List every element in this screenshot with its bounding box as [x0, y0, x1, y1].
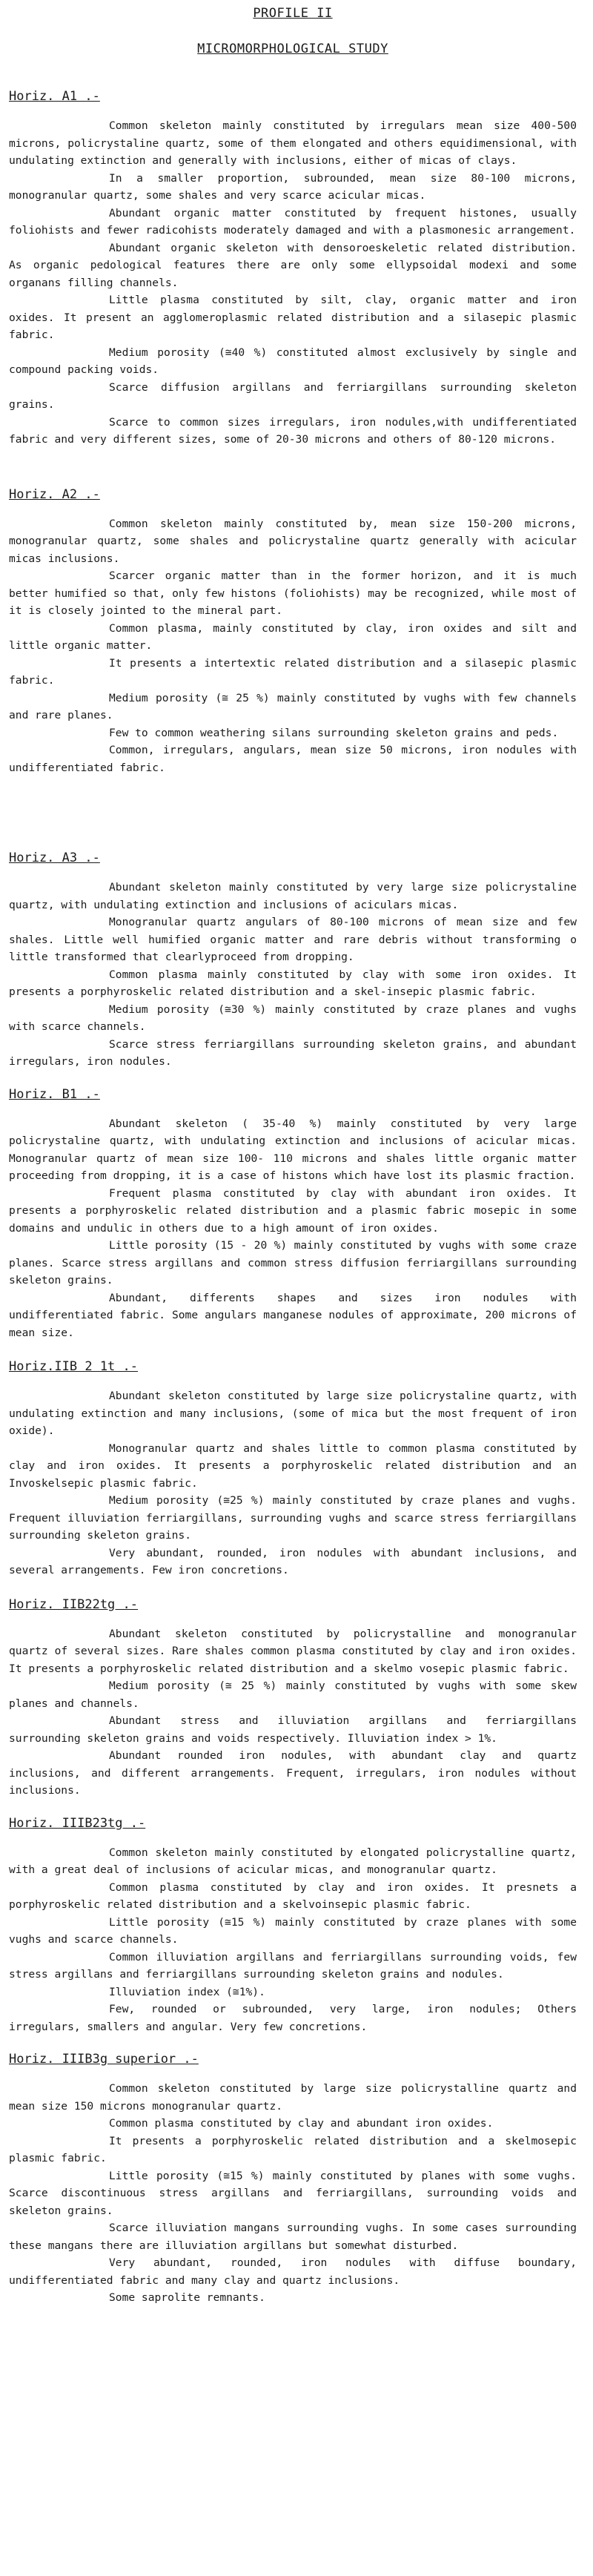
horizon-iiib3g-superior-title: Horiz. IIIB3g superior .- [9, 2052, 199, 2067]
paragraph: Common plasma, mainly constituted by clay, iron oxides and silt and little organic matter. [9, 621, 577, 652]
paragraph: Abundant organic matter constituted by frequent histones, usually foliohists and fewer radicohists moderately damaged and with a plasmonesic arrangement. [9, 206, 577, 237]
paragraph: Common skeleton mainly constituted by irregulars mean size 400-500 microns, policrystaline quartz, some of them elongated and others equidimensional, with undulating extinction and generally with inclusions, either of micas of clays. [9, 119, 577, 167]
document-header [9, 6, 577, 56]
paragraph: Abundant skeleton ( 35-40 %) mainly constituted by very large policrystaline quartz, with undulating extinction and inclusions of acicular micas. Monogranular quartz of mean size 100- 110 microns and shales little organic matter proceeding from dropping, it is a case of histons which have lost its plasmic fraction. [9, 1117, 577, 1182]
paragraph: Little plasma constituted by silt, clay, organic matter and iron oxides. It present an agglomeroplasmic related distribution and a silasepic plasmic fabric. [9, 294, 577, 341]
horizon-a3-title: Horiz. A3 .- [9, 851, 100, 865]
paragraph: Frequent plasma constituted by clay with abundant iron oxides. It presents a porphyroskelic related distribution and a plasmic fabric mosepic in some domains and undulic in others due to a high amount of iron oxides. [9, 1186, 577, 1235]
horizon-b1-section [9, 1087, 577, 1342]
paragraph: It presents a porphyroskelic related distribution and a skelmosepic plasmic fabric. [9, 2134, 577, 2164]
paragraph: Common plasma constituted by clay and abundant iron oxides. [109, 2117, 494, 2130]
paragraph: Very abundant, rounded, iron nodules with abundant inclusions, and several arrangements. Few iron concretions. [9, 1546, 577, 1576]
horizon-iib21t-section [9, 1359, 577, 1579]
study-subtitle: MICROMORPHOLOGICAL STUDY [197, 42, 388, 56]
paragraph: Scarce diffusion argillans and ferriargillans surrounding skeleton grains. [9, 380, 577, 411]
paragraph: It presents a intertextic related distribution and a silasepic plasmic fabric. [9, 656, 577, 687]
horizon-a3-section [9, 851, 577, 1071]
paragraph: In a smaller proportion, subrounded, mean size 80-100 microns, monogranular quartz, some shales and very scarce acicular micas. [9, 171, 577, 202]
paragraph: Scarce illuviation mangans surrounding vughs. In some cases surrounding these mangans there are illuviation argillans but somewhat disturbed. [9, 2222, 577, 2252]
horizon-a2-title: Horiz. A2 .- [9, 486, 100, 502]
horizon-a1-title: Horiz. A1 .- [9, 89, 100, 104]
horizon-b1-title: Horiz. B1 .- [9, 1086, 100, 1102]
paragraph: Abundant stress and illuviation argillans and ferriargillans surrounding skeleton grains and voids respectively. Illuviation index > 1%. [9, 1714, 577, 1745]
paragraph: Few to common weathering silans surrounding skeleton grains and peds. [109, 726, 559, 739]
paragraph: Very abundant, rounded, iron nodules with diffuse boundary, undifferentiated fabric and many clay and quartz inclusions. [9, 2256, 577, 2287]
paragraph: Abundant skeleton constituted by large size policrystaline quartz, with undulating extinction and many inclusions, (some of mica but the most frequent of iron oxide). [9, 1390, 577, 1437]
paragraph: Monogranular quartz angulars of 80-100 microns of mean size and few shales. Little well humified organic matter and rare debris without transforming o little transformed that clearlyproceed from dropping. [9, 916, 577, 963]
paragraph: Some saprolite remnants. [109, 2291, 265, 2304]
paragraph: Abundant rounded iron nodules, with abundant clay and quartz inclusions, and different arrangements. Frequent, irregulars, iron nodules without inclusions. [9, 1749, 577, 1797]
paragraph: Common plasma constituted by clay and iron oxides. It presnets a porphyroskelic related distribution and a skelvoinsepic plasmic fabric. [9, 1880, 577, 1911]
paragraph: Abundant organic skeleton with densoroeskeletic related distribution. As organic pedological features there are only some ellypsoidal modexi and some organans filling channels. [9, 241, 577, 289]
paragraph: Medium porosity (≅40 %) constituted almost exclusively by single and compound packing voids. [9, 346, 577, 376]
horizon-a2-section [9, 487, 577, 777]
horizon-iiib23tg-section [9, 1816, 577, 2036]
horizon-iiib23tg-title: Horiz. IIIB23tg .- [9, 1815, 146, 1831]
paragraph: Medium porosity (≅30 %) mainly constituted by craze planes and vughs with scarce channels. [9, 1003, 577, 1033]
paragraph: Common skeleton constituted by large size policrystalline quartz and mean size 150 microns monogranular quartz. [9, 2082, 577, 2113]
horizon-a1-section [9, 89, 577, 449]
paragraph: Little porosity (15 - 20 %) mainly constituted by vughs with some craze planes. Scarce stress argillans and common stress diffusion ferriargillans surrounding skeleton grains. [9, 1239, 577, 1287]
paragraph: Abundant, differents shapes and sizes iron nodules with undifferentiated fabric. Some angulars manganese nodules of approximate, 200 microns of mean size. [9, 1291, 577, 1339]
paragraph: Common skeleton mainly constituted by elongated policrystalline quartz, with a great deal of inclusions of acicular micas, and monogranular quartz. [9, 1846, 577, 1876]
paragraph: Scarce to common sizes irregulars, iron nodules,with undifferentiated fabric and very different sizes, some of 20-30 microns and others of 80-120 microns. [9, 415, 577, 446]
horizon-iib22tg-title: Horiz. IIB22tg .- [9, 1596, 138, 1612]
paragraph: Little porosity (≅15 %) mainly constituted by planes with some vughs. Scarce discontinuous stress argillans and ferriargillans, surrounding voids and skeleton grains. [9, 2169, 577, 2217]
paragraph: Common plasma mainly constituted by clay with some iron oxides. It presents a porphyroskelic related distribution and a skel-insepic plasmic fabric. [9, 968, 577, 998]
paragraph: Scarcer organic matter than in the former horizon, and it is much better humified so that, only few histons (foliohists) may be recognized, while most of it is closely jointed to the mineral part. [9, 569, 577, 617]
paragraph: Common skeleton mainly constituted by, mean size 150-200 microns, monogranular quartz, some shales and policrystaline quartz generally with acicular micas inclusions. [9, 517, 577, 565]
paragraph: Few, rounded or subrounded, very large, iron nodules; Others irregulars, smallers and angular. Very few concretions. [9, 2003, 577, 2033]
paragraph: Illuviation index (≅1%). [109, 1985, 265, 1998]
horizon-iiib3g-superior-section [9, 2052, 577, 2307]
profile-title: PROFILE II [253, 6, 333, 21]
paragraph: Monogranular quartz and shales little to common plasma constituted by clay and iron oxides. It presents a porphyroskelic related distribution and an Invoskelsepic plasmic fabric. [9, 1441, 577, 1490]
paragraph: Common illuviation argillans and ferriargillans surrounding voids, few stress argillans and ferriargillans surrounding skeleton grains and nodules. [9, 1950, 577, 1981]
paragraph: Medium porosity (≅ 25 %) mainly constituted by vughs with some skew planes and channels. [9, 1680, 577, 1710]
paragraph: Abundant skeleton constituted by policrystalline and monogranular quartz of several sizes. Rare shales common plasma constituted by clay and iron oxides. It presents a porphyroskelic related distribution and a skelmo vosepic plasmic fabric. [9, 1627, 577, 1675]
paragraph: Medium porosity (≅ 25 %) mainly constituted by vughs with few channels and rare planes. [9, 691, 577, 721]
paragraph: Abundant skeleton mainly constituted by very large size policrystaline quartz, with undulating extinction and inclusions of aciculars micas. [9, 881, 577, 911]
paragraph: Scarce stress ferriargillans surrounding skeleton grains, and abundant irregulars, iron nodules. [9, 1037, 577, 1068]
horizon-iib22tg-section [9, 1597, 577, 1800]
horizon-iib21t-title: Horiz.IIB 2 1t .- [9, 1359, 138, 1374]
paragraph: Little porosity (≅15 %) mainly constituted by craze planes with some vughs and scarce channels. [9, 1915, 577, 1946]
paragraph: Medium porosity (≅25 %) mainly constituted by craze planes and vughs. Frequent illuviation ferriargillans, surrounding vughs and scarce stress ferriargillans surrounding skeleton grains. [9, 1494, 577, 1542]
paragraph: Common, irregulars, angulars, mean size 50 microns, iron nodules with undifferentiated fabric. [9, 744, 577, 774]
